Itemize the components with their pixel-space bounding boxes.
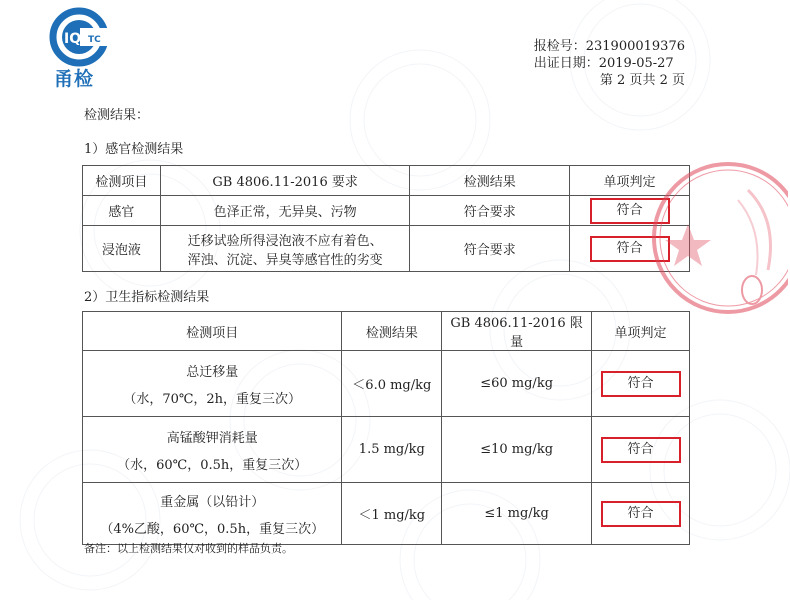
item-condition: （水，70℃，2h，重复三次） <box>123 391 302 407</box>
hygiene-results-table <box>82 311 690 545</box>
column-header: GB 4806.11-2016 要求 <box>160 166 410 196</box>
verdict-box: 符合 <box>601 501 681 527</box>
result-cell: 符合要求 <box>410 196 570 226</box>
limit-cell: ≤10 mg/kg <box>442 417 592 483</box>
column-header: 检测项目 <box>83 166 161 196</box>
item-name: 重金属（以铅计） <box>160 494 265 510</box>
sensory-results-table <box>82 165 690 272</box>
logo-text: 甬检 <box>54 68 95 90</box>
item-condition: （4%乙酸，60℃，0.5h，重复三次） <box>100 521 325 537</box>
table-header-row <box>83 166 690 196</box>
section1-title: 1）感官检测结果 <box>84 142 184 157</box>
column-header: 检测结果 <box>342 312 442 351</box>
table-row <box>83 483 690 545</box>
item-cell: 感官 <box>83 196 161 226</box>
verdict-cell <box>592 483 690 545</box>
column-header: 检测项目 <box>83 312 342 351</box>
page-number: 第 2 页共 2 页 <box>599 73 685 88</box>
verdict-box: 符合 <box>601 371 681 397</box>
table-header-row <box>83 312 690 351</box>
item-cell: 浸泡液 <box>83 226 161 272</box>
item-cell <box>83 483 342 545</box>
limit-cell: ≤60 mg/kg <box>442 351 592 417</box>
verdict-box: 符合 <box>601 437 681 463</box>
item-name: 总迁移量 <box>186 364 239 380</box>
table-row <box>83 351 690 417</box>
column-header: 检测结果 <box>410 166 570 196</box>
result-cell: 1.5 mg/kg <box>342 417 442 483</box>
column-header: GB 4806.11-2016 限量 <box>442 312 592 351</box>
footnote: 备注：以上检测结果仅对收到的样品负责。 <box>84 542 293 555</box>
verdict-box: 符合 <box>590 198 670 224</box>
result-cell: ＜1 mg/kg <box>342 483 442 545</box>
item-condition: （水，60℃，0.5h，重复三次） <box>117 457 308 473</box>
table-row <box>83 417 690 483</box>
column-header: 单项判定 <box>570 166 690 196</box>
section2-title: 2）卫生指标检测结果 <box>84 290 210 305</box>
requirement-cell <box>160 226 410 272</box>
table-row <box>83 226 690 272</box>
table-row <box>83 196 690 226</box>
item-name: 高锰酸钾消耗量 <box>166 430 258 446</box>
results-title: 检测结果： <box>84 108 150 123</box>
verdict-cell <box>592 417 690 483</box>
verdict-cell <box>592 351 690 417</box>
svg-text:TC: TC <box>88 35 101 45</box>
result-cell: ＜6.0 mg/kg <box>342 351 442 417</box>
requirement-line: 迁移试验所得浸泡液不应有着色、 <box>187 233 383 249</box>
issue-date: 出证日期：2019-05-27 <box>533 56 674 71</box>
official-seal-icon <box>628 150 788 320</box>
verdict-box: 符合 <box>590 236 670 262</box>
result-cell: 符合要求 <box>410 226 570 272</box>
report-meta <box>534 38 685 89</box>
requirement-line: 浑浊、沉淀、异臭等感官性的劣变 <box>187 252 383 268</box>
report-number: 报检号：231900019376 <box>533 39 685 54</box>
item-cell <box>83 417 342 483</box>
requirement-cell: 色泽正常，无异臭、污物 <box>160 196 410 226</box>
limit-cell: ≤1 mg/kg <box>442 483 592 545</box>
svg-text:IQ: IQ <box>64 31 82 47</box>
column-header: 单项判定 <box>592 312 690 351</box>
item-cell <box>83 351 342 417</box>
